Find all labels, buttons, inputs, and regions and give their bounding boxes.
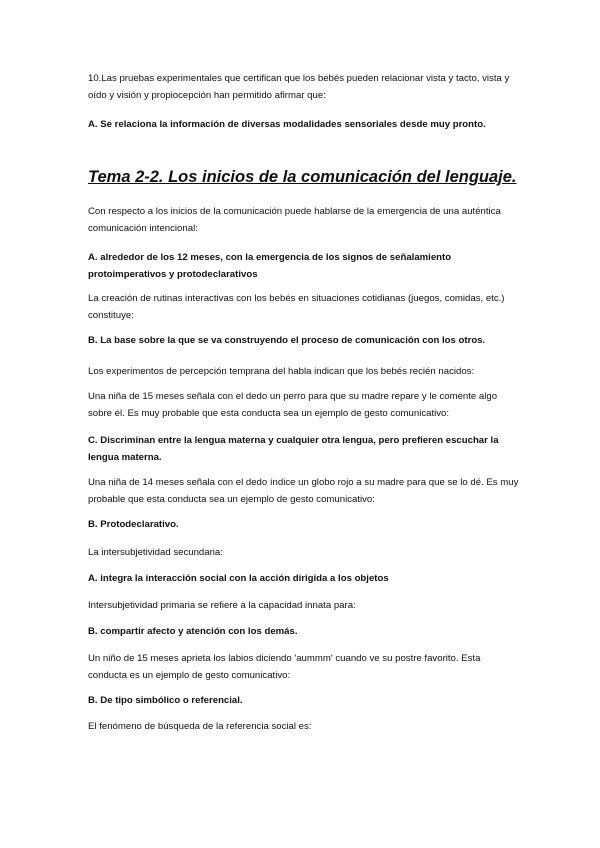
answer-paragraph: B. La base sobre la que se va construyendo el proceso de comunicación con los otros.: [88, 335, 486, 346]
question-paragraph: Intersubjetividad primaria se refiere a la capacidad innata para:: [88, 600, 356, 611]
question-paragraph: Con respecto a los inicios de la comunicación puede hablarse de la emergencia de una auténtica comunicación intencional:: [88, 206, 501, 234]
answer-paragraph: A. integra la interacción social con la acción dirigida a los objetos: [88, 573, 389, 584]
question-paragraph: La intersubjetividad secundaria:: [88, 547, 223, 558]
section-heading: Tema 2-2. Los inicios de la comunicación del lenguaje.: [88, 168, 517, 186]
answer-paragraph: B. compartir afecto y atención con los demás.: [88, 626, 298, 637]
answer-paragraph: B. De tipo simbólico o referencial.: [88, 695, 243, 706]
question-paragraph: Los experimentos de percepción temprana del habla indican que los bebés recién nacidos:: [88, 366, 475, 377]
question-paragraph: Una niña de 15 meses señala con el dedo un perro para que su madre repare y le comente algo sobre él. Es muy probable que esta conducta sea un ejemplo de gesto comunicativo:: [88, 391, 498, 419]
question-paragraph: Un niño de 15 meses aprieta los labios diciendo 'aummm' cuando ve su postre favorito. Esta conducta es un ejemplo de gesto comunicativo:: [88, 653, 481, 681]
answer-paragraph: A. Se relaciona la información de diversas modalidades sensoriales desde muy pronto.: [88, 119, 486, 130]
question-paragraph: Una niña de 14 meses señala con el dedo índice un globo rojo a su madre para que se lo dé. Es muy probable que esta conducta sea un ejemplo de gesto comunicativo:: [88, 477, 519, 505]
answer-paragraph: A. alrededor de los 12 meses, con la emergencia de los signos de señalamiento protoimperativos y protodeclarativos: [88, 252, 452, 280]
answer-paragraph: C. Discriminan entre la lengua materna y cualquier otra lengua, pero prefieren escuchar la lengua materna.: [88, 435, 499, 463]
question-paragraph: El fenómeno de búsqueda de la referencia social es:: [88, 721, 312, 732]
question-paragraph: 10.Las pruebas experimentales que certifican que los bebés pueden relacionar vista y tacto, vista y oído y visión y propiocepción han permitido afirmar que:: [88, 73, 510, 101]
answer-paragraph: B. Protodeclarativo.: [88, 519, 179, 530]
question-paragraph: La creación de rutinas interactivas con los bebés en situaciones cotidianas (juegos, comidas, etc.) constituye:: [88, 293, 505, 321]
